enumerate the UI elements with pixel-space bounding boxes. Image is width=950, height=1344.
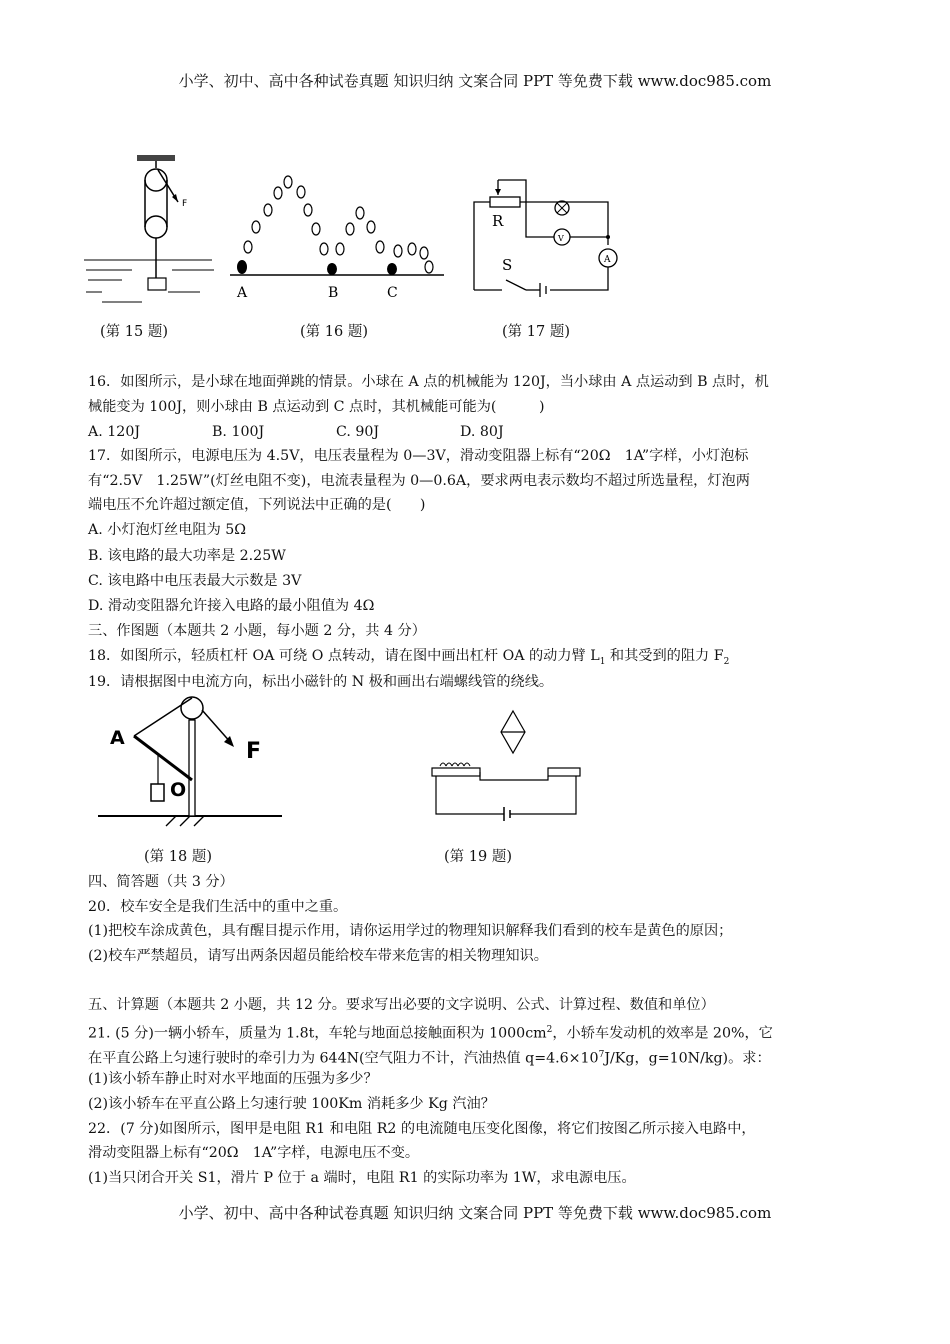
q21-line1-part1: 21. (5 分)一辆小轿车，质量为 1.8t，车轮与地面总接触面积为 1000cm bbox=[88, 1025, 547, 1042]
q21-line2-part1: 在平直公路上匀速行驶时的牵引力为 644N(空气阻力不计，汽油热值 q=4.6×10 bbox=[88, 1050, 599, 1067]
page-header: 小学、初中、高中各种试卷真题 知识归纳 文案合同 PPT 等免费下载 www.doc985.com bbox=[178, 72, 772, 90]
q22-line1: 22．(7 分)如图所示，图甲是电阻 R1 和电阻 R2 的电流随电压变化图像，将它们按图乙所示接入电路中， bbox=[88, 1121, 756, 1137]
q17-line3: 端电压不允许超过额定值，下列说法中正确的是( ) bbox=[88, 497, 426, 513]
q20-line3: (2)校车严禁超员，请写出两条因超员能给校车带来危害的相关物理知识。 bbox=[88, 948, 548, 964]
fig18-label-a: A bbox=[110, 727, 125, 749]
section3-title: 三、作图题（本题共 2 小题，每小题 2 分，共 4 分） bbox=[88, 623, 426, 639]
figure-16-bouncing-ball bbox=[228, 165, 448, 305]
q17-line1: 17．如图所示，电源电压为 4.5V，电压表量程为 0—3V，滑动变阻器上标有“20Ω 1A”字样，小灯泡标 bbox=[88, 448, 749, 464]
fig16-point-a: A bbox=[237, 285, 248, 301]
fig17-label-v: V bbox=[558, 234, 564, 243]
q17-option-a: A. 小灯泡灯丝电阻为 5Ω bbox=[88, 522, 247, 538]
page-footer: 小学、初中、高中各种试卷真题 知识归纳 文案合同 PPT 等免费下载 www.doc985.com bbox=[178, 1204, 772, 1222]
caption-fig16: (第 16 题) bbox=[300, 324, 368, 340]
section4-title: 四、简答题（共 3 分） bbox=[88, 874, 234, 890]
q18-main: 18．如图所示，轻质杠杆 OA 可绕 O 点转动，请在图中画出杠杆 OA 的动力臂 L bbox=[88, 648, 600, 664]
fig16-point-b: B bbox=[328, 285, 339, 301]
q17-line2: 有“2.5V 1.25W”(灯丝电阻不变)，电流表量程为 0—0.6A，要求两电表示数均不超过所选量程，灯泡两 bbox=[88, 473, 750, 489]
q16-line2: 械能变为 100J，则小球由 B 点运动到 C 点时，其机械能可能为( ) bbox=[88, 399, 545, 415]
caption-fig19: (第 19 题) bbox=[444, 849, 512, 865]
q16-option-d: D. 80J bbox=[460, 424, 504, 440]
q21-line1-sup: 2 bbox=[546, 1025, 553, 1035]
figure-18-lever bbox=[96, 688, 286, 838]
q16-options bbox=[88, 422, 584, 442]
q17-option-b: B. 该电路的最大功率是 2.25W bbox=[88, 548, 286, 564]
q17-option-c: C. 该电路中电压表最大示数是 3V bbox=[88, 573, 302, 589]
fig17-label-r: R bbox=[492, 212, 504, 230]
figure-17-circuit bbox=[468, 170, 628, 300]
q18-sub2: 2 bbox=[723, 656, 730, 667]
fig17-label-s: S bbox=[502, 256, 513, 274]
figure-15-pulley bbox=[82, 150, 222, 310]
q21-line2 bbox=[88, 1045, 771, 1069]
q22-line2: 滑动变阻器上标有“20Ω 1A”字样，电源电压不变。 bbox=[88, 1145, 420, 1161]
q18-mid: 和其受到的阻力 F bbox=[605, 648, 724, 664]
q18-text bbox=[88, 646, 729, 672]
q22-line3: (1)当只闭合开关 S1，滑片 P 位于 a 端时，电阻 R1 的实际功率为 1W，求电源电压。 bbox=[88, 1170, 636, 1186]
q17-option-d: D. 滑动变阻器允许接入电路的最小阻值为 4Ω bbox=[88, 598, 375, 614]
fig17-label-a: A bbox=[604, 255, 611, 265]
q20-line2: (1)把校车涂成黄色，具有醒目提示作用，请你运用学过的物理知识解释我们看到的校车是黄色的原因； bbox=[88, 923, 733, 939]
q21-line1-part2: ，小轿车发动机的效率是 20%，它 bbox=[552, 1025, 773, 1042]
q16-line1: 16．如图所示，是小球在地面弹跳的情景。小球在 A 点的机械能为 120J，当小球由 A 点运动到 B 点时，机 bbox=[88, 374, 769, 390]
fig15-force-label: F bbox=[182, 199, 188, 209]
caption-fig17: (第 17 题) bbox=[502, 324, 570, 340]
q18-sub1: 1 bbox=[599, 656, 606, 667]
q21-line1 bbox=[88, 1020, 773, 1044]
figure-19-solenoid bbox=[426, 706, 586, 830]
q16-option-b: B. 100J bbox=[212, 424, 265, 440]
q21-line2-part2: J/Kg，g=10N/kg)。求： bbox=[604, 1050, 771, 1067]
q21-line2-sup: 7 bbox=[598, 1050, 605, 1060]
caption-fig15: (第 15 题) bbox=[100, 324, 168, 340]
fig18-label-o: O bbox=[170, 779, 187, 801]
section5-title: 五、计算题（本题共 2 小题，共 12 分。要求写出必要的文字说明、公式、计算过程、数值和单位） bbox=[88, 997, 715, 1013]
q19-text: 19．请根据图中电流方向，标出小磁针的 N 极和画出右端螺线管的绕线。 bbox=[88, 674, 554, 690]
q16-option-a: A. 120J bbox=[88, 424, 141, 440]
caption-fig18: (第 18 题) bbox=[144, 849, 212, 865]
q20-line1: 20．校车安全是我们生活中的重中之重。 bbox=[88, 899, 348, 915]
fig16-point-c: C bbox=[387, 285, 398, 301]
q16-option-c: C. 90J bbox=[336, 424, 380, 440]
q21-line3: (1)该小轿车静止时对水平地面的压强为多少？ bbox=[88, 1071, 378, 1087]
q21-line4: (2)该小轿车在平直公路上匀速行驶 100Km 消耗多少 Kg 汽油？ bbox=[88, 1096, 495, 1112]
fig18-label-f: F bbox=[246, 739, 262, 764]
